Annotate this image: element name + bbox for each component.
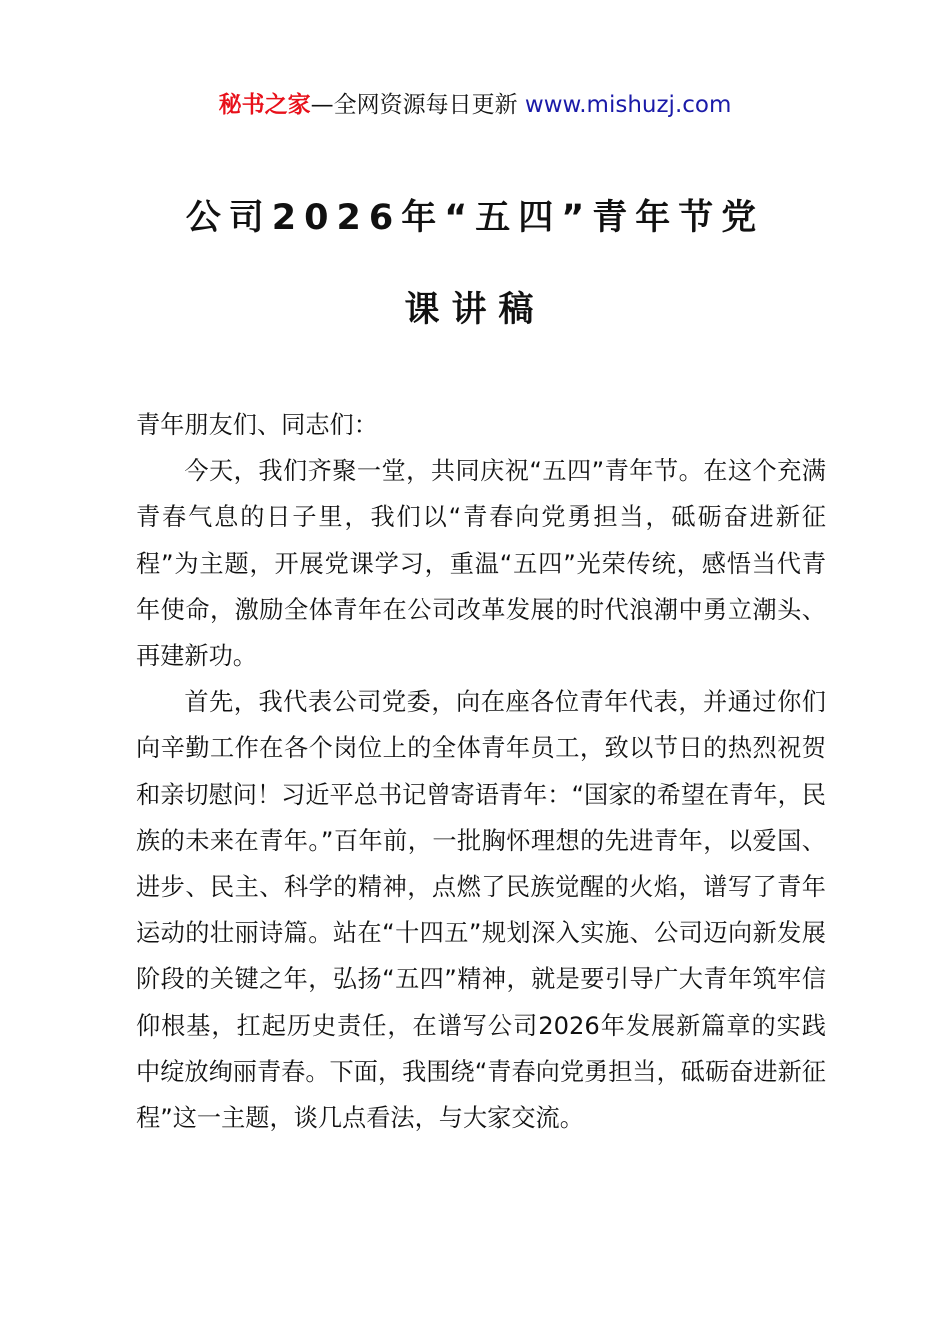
header-tagline: —全网资源每日更新 [310,92,518,118]
site-header [0,88,950,122]
salutation: 青年朋友们、同志们： [136,411,378,439]
document-body [136,402,826,1141]
body-paragraph-2: 首先，我代表公司党委，向在座各位青年代表，并通过你们向辛勤工作在各个岗位上的全体青年员工，致以节日的热烈祝贺和亲切慰问！习近平总书记曾寄语青年：“国家的希望在青年，民族的未来在青年。”百年前，一批胸怀理想的先进青年，以爱国、进步、民主、科学的精神，点燃了民族觉醒的火焰，谱写了青年运动的壮丽诗篇。站在“十四五”规划深入实施、公司迈向新发展阶段的关键之年，弘扬“五四”精神，就是要引导广大青年筑牢信仰根基，扛起历史责任，在谱写公司2026年发展新篇章的实践中绽放绚丽青春。下面，我围绕“青春向党勇担当，砥砺奋进新征程”这一主题，谈几点看法，与大家交流。 [136,688,826,1133]
document-title-line-2: 课讲稿 [404,290,546,330]
document-title-line-1: 公司2026年“五四”青年节党 [185,198,765,238]
brand-name: 秘书之家 [218,92,311,118]
body-paragraph-1: 今天，我们齐聚一堂，共同庆祝“五四”青年节。在这个充满青春气息的日子里，我们以“青春向党勇担当，砥砺奋进新征程”为主题，开展党课学习，重温“五四”光荣传统，感悟当代青年使命，激励全体青年在公司改革发展的时代浪潮中勇立潮头、再建新功。 [136,457,826,671]
site-url-link[interactable]: www.mishuzj.com [524,92,732,118]
